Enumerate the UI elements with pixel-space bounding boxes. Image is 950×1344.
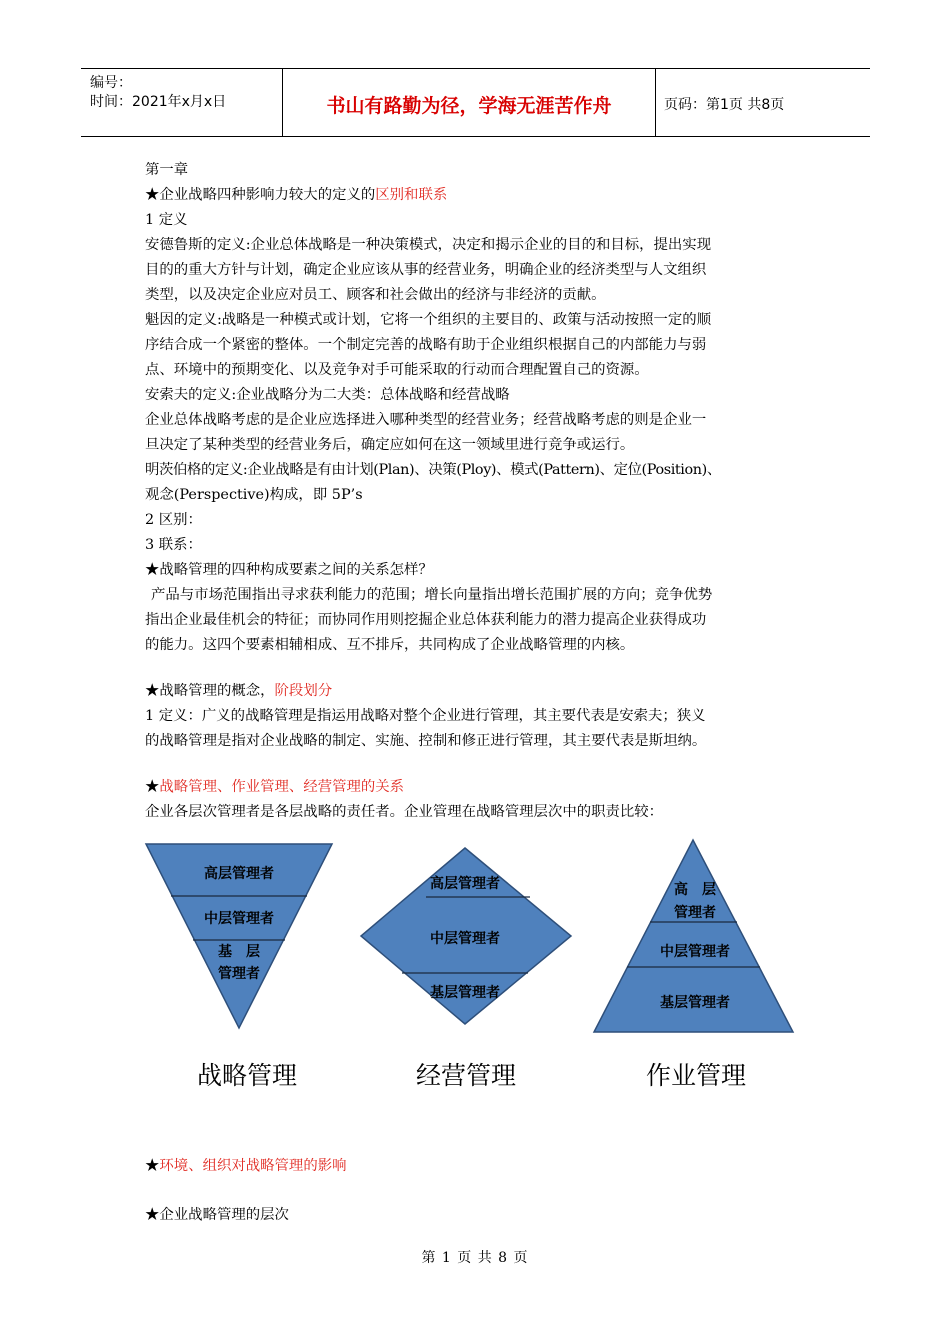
strategy-bottom-label-2: 管理者 — [218, 966, 260, 982]
operation-bottom-label: 基层管理者 — [660, 995, 730, 1011]
section-heading-concept: ★战略管理的概念，阶段划分 — [145, 683, 333, 699]
paragraph-line: 旦决定了某种类型的经营业务后，确定应如何在这一领域里进行竞争或运行。 — [145, 437, 635, 453]
section-heading-definitions: ★企业战略四种影响力较大的定义的区别和联系 — [145, 187, 448, 203]
paragraph-line: 的战略管理是指对企业战略的制定、实施、控制和修正进行管理，其主要代表是斯坦纳。 — [145, 733, 707, 749]
strategy-bottom-label-1: 基 层 — [218, 944, 260, 960]
paragraph-line: 安德鲁斯的定义:企业总体战略是一种决策模式，决定和揭示企业的目的和目标，提出实现 — [145, 237, 712, 253]
page-header — [81, 68, 870, 137]
header-page-cell — [656, 69, 870, 136]
document-body — [145, 158, 807, 825]
diagram-shapes — [140, 838, 810, 1048]
operation-caption: 作业管理 — [645, 1061, 746, 1090]
section-heading-relations: ★战略管理、作业管理、经营管理的关系 — [145, 779, 405, 795]
operation-top-label-2: 管理者 — [674, 905, 716, 921]
paragraph-line: 2 区别： — [145, 512, 202, 528]
motto-text: 书山有路勤为径，学海无涯苦作舟 — [326, 95, 612, 117]
business-caption: 经营管理 — [415, 1061, 516, 1090]
section-heading-levels: ★企业战略管理的层次 — [145, 1207, 289, 1223]
header-motto-cell — [283, 69, 656, 136]
operation-pyramid — [594, 840, 793, 1032]
section-heading-environment: ★环境、组织对战略管理的影响 — [145, 1158, 347, 1174]
paragraph-line: 指出企业最佳机会的特征；而协同作用则挖掘企业总体获利能力的潜力提高企业获得成功 — [145, 612, 707, 628]
paragraph-line: 魁因的定义:战略是一种模式或计划，它将一个组织的主要目的、政策与活动按照一定的顺 — [145, 312, 712, 328]
business-mid-label: 中层管理者 — [430, 931, 500, 947]
document-body-tail — [145, 1154, 807, 1228]
paragraph-line: 安索夫的定义:企业战略分为二大类：总体战略和经营战略 — [145, 387, 510, 403]
paragraph-line: 1 定义：广义的战略管理是指运用战略对整个企业进行管理，其主要代表是安索夫；狭义 — [145, 708, 706, 724]
paragraph-line: 企业各层次管理者是各层战略的责任者。企业管理在战略管理层次中的职责比较： — [145, 804, 664, 820]
paragraph-line: 类型，以及决定企业应对员工、顾客和社会做出的经济与非经济的贡献。 — [145, 287, 606, 303]
paragraph-line: 1 定义 — [145, 212, 188, 228]
business-bottom-label: 基层管理者 — [430, 985, 500, 1001]
doc-date-label: 时间：2021年x月x日 — [90, 94, 227, 110]
paragraph-line: 观念(Perspective)构成，即 5P’s — [145, 487, 363, 503]
paragraph-line: 点、环境中的预期变化、以及竞争对手可能采取的行动而合理配置自己的资源。 — [145, 362, 649, 378]
chapter-title: 第一章 — [145, 162, 189, 178]
strategy-top-label: 高层管理者 — [204, 866, 274, 882]
paragraph-line: 产品与市场范围指出寻求获利能力的范围；增长向量指出增长范围扩展的方向；竞争优势 — [151, 587, 713, 603]
strategy-caption: 战略管理 — [196, 1061, 297, 1090]
business-diamond — [361, 848, 571, 1024]
strategy-inverted-triangle — [146, 844, 332, 1028]
strategy-mid-label: 中层管理者 — [204, 911, 274, 927]
business-top-label: 高层管理者 — [430, 876, 500, 892]
paragraph-line: 3 联系： — [145, 537, 202, 553]
operation-top-label-1: 高 层 — [674, 882, 716, 898]
operation-mid-label: 中层管理者 — [660, 944, 730, 960]
paragraph-line: 目的的重大方针与计划，确定企业应该从事的经营业务，明确企业的经济类型与人文组织 — [145, 262, 707, 278]
paragraph-line: 的能力。这四个要素相辅相成、互不排斥，共同构成了企业战略管理的内核。 — [145, 637, 635, 653]
doc-number-label: 编号： — [90, 75, 132, 91]
management-levels-diagram — [140, 838, 810, 1098]
paragraph-line: 明茨伯格的定义:企业战略是有由计划(Plan)、决策(Ploy)、模式(Pattern)、定位(Position)、 — [145, 462, 721, 478]
page-footer: 第 1 页 共 8 页 — [421, 1250, 529, 1266]
section-heading-elements: ★战略管理的四种构成要素之间的关系怎样？ — [145, 562, 433, 578]
paragraph-line: 序结合成一个紧密的整体。一个制定完善的战略有助于企业组织根据自己的内部能力与弱 — [145, 337, 707, 353]
paragraph-line: 企业总体战略考虑的是企业应选择进入哪种类型的经营业务；经营战略考虑的则是企业一 — [145, 412, 707, 428]
page-number-label: 页码：第1页 共8页 — [664, 97, 785, 113]
header-info-cell — [81, 69, 283, 136]
